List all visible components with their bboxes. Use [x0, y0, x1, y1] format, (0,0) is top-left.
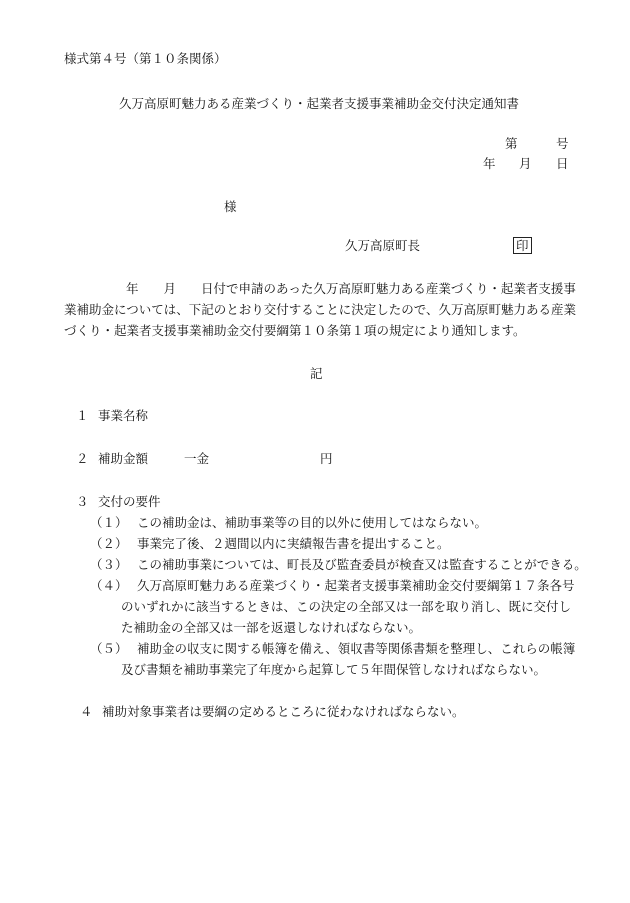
number-dai: 第 — [505, 136, 518, 151]
date-month: 月 — [519, 156, 532, 171]
condition-1-line-1: この補助金は、補助事業等の目的以外に使用してはならない。 — [137, 515, 488, 530]
date-day: 日 — [556, 156, 569, 171]
condition-3-line-1: この補助事業については、町長及び監査委員が検査又は監査することができる。 — [137, 557, 587, 572]
section-4-number: ４ — [80, 704, 93, 719]
condition-5-line-2: 及び書類を補助事業完了年度から起算して５年間保管しなければならない。 — [121, 662, 547, 677]
body-line-3: づくり・起業者支援事業補助金交付要綱第１０条第１項の規定により通知します。 — [64, 323, 526, 338]
condition-2-line-1: 事業完了後、２週間以内に実績報告書を提出すること。 — [137, 536, 450, 551]
condition-5-number: （５） — [90, 641, 128, 656]
number-go: 号 — [556, 136, 569, 151]
section-1-number: １ — [76, 408, 89, 423]
section-1-label: 事業名称 — [98, 408, 149, 423]
condition-4-number: （４） — [90, 578, 128, 593]
section-2-number: ２ — [76, 451, 89, 466]
condition-4-line-2: のいずれかに該当するときは、この決定の全部又は一部を取り消し、既に交付し — [121, 599, 572, 614]
issuer-name: 久万高原町長 — [345, 238, 421, 253]
document-title: 久万高原町魅力ある産業づくり・起業者支援事業補助金交付決定通知書 — [119, 96, 520, 111]
condition-3-number: （３） — [90, 557, 128, 572]
addressee-suffix: 様 — [224, 199, 237, 214]
section-2-yen: 円 — [320, 451, 333, 466]
condition-4-line-3: た補助金の全部又は一部を返還しなければならない。 — [121, 620, 422, 635]
date-year: 年 — [483, 156, 496, 171]
section-4-text: 補助対象事業者は要綱の定めるところに従わなければならない。 — [102, 704, 465, 719]
seal-label: 印 — [513, 237, 532, 254]
condition-5-line-1: 補助金の収支に関する帳簿を備え、領収書等関係書類を整理し、これらの帳簿 — [137, 641, 576, 656]
section-2-ichikin: 一金 — [184, 451, 210, 466]
condition-4-line-1: 久万高原町魅力ある産業づくり・起業者支援事業補助金交付要綱第１７条各号 — [137, 578, 575, 593]
form-number: 様式第４号（第１０条関係） — [64, 51, 227, 66]
body-line-2: 業補助金については、下記のとおり交付することに決定したので、久万高原町魅力ある産業 — [64, 302, 577, 317]
section-3-number: ３ — [76, 494, 89, 509]
body-line-1: 年 月 日付で申請のあった久万高原町魅力ある産業づくり・起業者支援事 — [126, 281, 576, 296]
condition-1-number: （１） — [90, 515, 128, 530]
section-3-label: 交付の要件 — [98, 494, 161, 509]
seal-mark — [513, 237, 532, 254]
section-2-label: 補助金額 — [98, 451, 149, 466]
ki-heading: 記 — [310, 366, 323, 381]
condition-2-number: （２） — [90, 536, 128, 551]
